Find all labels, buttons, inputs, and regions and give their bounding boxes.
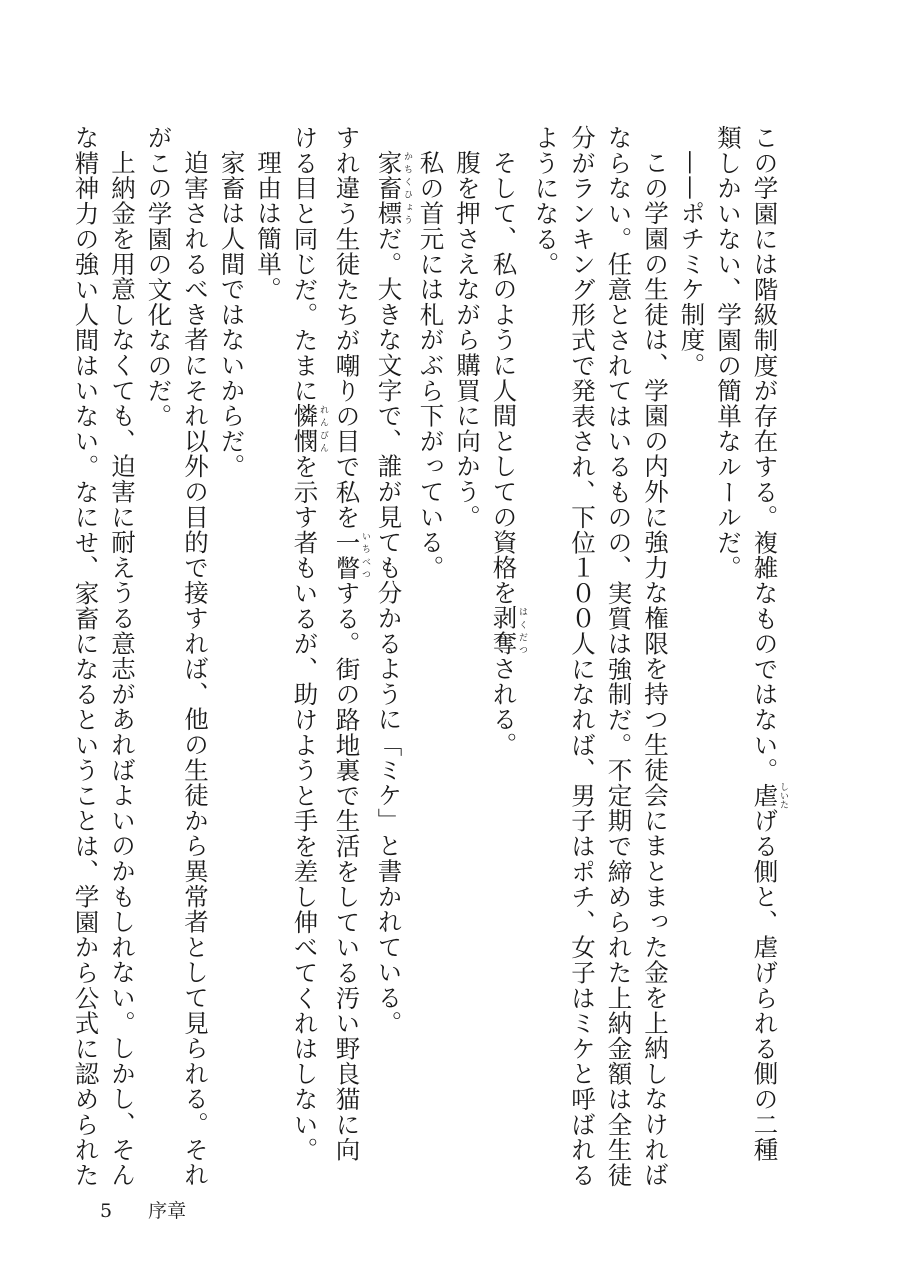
text-line: ようになる。: [531, 125, 561, 277]
text-line: この学園の生徒は、学園の内外に強力な権限を持つ生徒会にまとまった金を上納しなければ: [641, 149, 670, 1187]
page-number: 5: [100, 1200, 113, 1222]
text-line: 理由は簡単。: [254, 149, 283, 302]
text-line: 迫害されるべき者にそれ以外の目的で接すれば、他の生徒から異常者として見られる。それ: [181, 149, 210, 1187]
text-line: そして、私のように人間としての資格を剥奪はくだつされる。: [489, 149, 527, 757]
text-line: 腹を押さえながら購買に向かう。: [453, 149, 482, 529]
page-footer: [100, 1196, 186, 1223]
ruby-annotation: 憐憫れんびん: [290, 403, 328, 454]
text-line: 上納金を用意しなくても、迫害に耐えうる意志があればよいのかもしれない。しかし、そん: [108, 149, 137, 1187]
text-line: すれ違う生徒たちが嘲りの目で私を一瞥いちべつする。街の路地裏で生活をしている汚い野良猫に向: [332, 125, 370, 1163]
ruby-annotation: 虐しいた: [750, 781, 788, 809]
text-line: 分がランキング形式で発表され、下位１００人になれば、男子はポチ、女子はミケと呼ばれる: [568, 125, 597, 1188]
ruby-annotation: 一瞥いちべつ: [332, 529, 370, 581]
text-line: な精神力の強い人間はいない。なにせ、家畜になるということは、学園から公式に認められた: [71, 125, 101, 1188]
text-line: 家畜は人間ではないからだ。: [217, 149, 247, 479]
text-line: 家畜標かちくひょうだ。大きな文字で、誰が見ても分かるように「ミケ」と書かれている。: [374, 149, 412, 1036]
main-text-block: [71, 125, 788, 1188]
text-line: ならない。任意とされてはいるものの、実質は強制だ。不定期で締められた上納金額は全生徒: [604, 125, 634, 1188]
text-line: 類しかいない、学園の簡単なルールだ。: [714, 125, 743, 581]
text-line: この学園には階級制度が存在する。複雑なものではない。虐しいたげる側と、虐げられる側の二種: [750, 125, 788, 1163]
text-line: 私の首元には札がぶら下がっている。: [416, 149, 446, 580]
text-line: ——ポチミケ制度。: [677, 149, 707, 378]
text-line: ける目と同じだ。たまに憐憫れんびんを示す者もいるが、助けようと手を差し伸べてくれはしない。: [290, 125, 328, 1163]
chapter-title: 序章: [148, 1200, 187, 1222]
ruby-annotation: 家畜標かちくひょう: [374, 149, 412, 226]
ruby-annotation: 剥奪はくだつ: [489, 604, 527, 656]
text-line: がこの学園の文化なのだ。: [144, 125, 174, 429]
